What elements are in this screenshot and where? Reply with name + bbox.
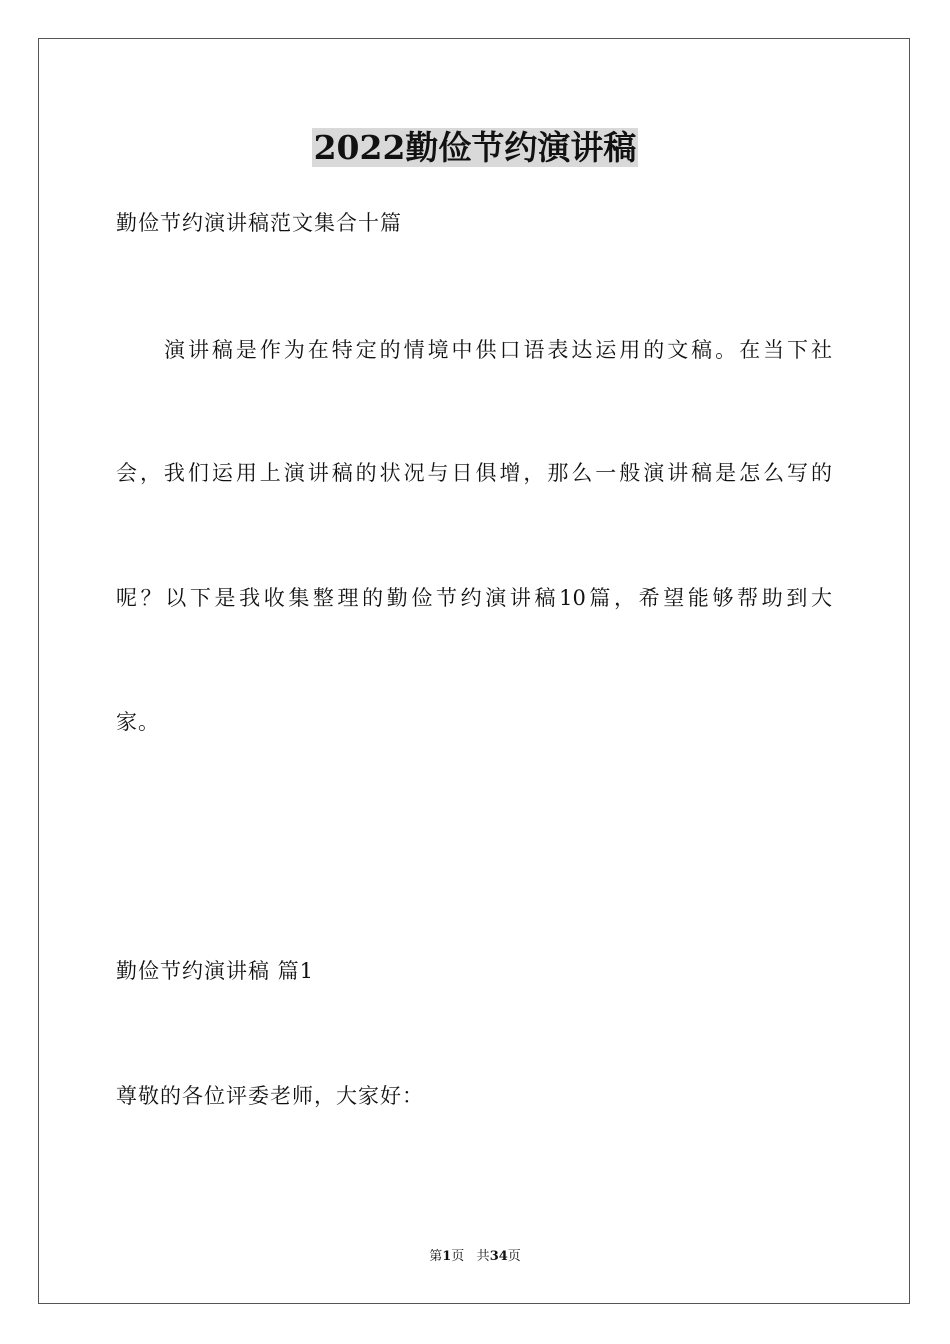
footer-total-unit: 页 [507,1249,521,1264]
page-footer [0,1248,950,1266]
intro-line-2: 会，我们运用上演讲稿的状况与日俱增，那么一般演讲稿是怎么写的 [116,461,832,485]
footer-total-pages: 34 [489,1249,508,1264]
footer-page-prefix: 第 [429,1249,443,1264]
document-title [0,126,950,170]
intro-line-1: 演讲稿是作为在特定的情境中供口语表达运用的文稿。在当下社 [164,338,832,362]
footer-total-prefix: 共 [476,1249,490,1264]
intro-line-4: 家。 [116,710,160,734]
greeting-line: 尊敬的各位评委老师，大家好： [116,1084,424,1108]
footer-current-page: 1 [442,1249,452,1264]
footer-page-unit: 页 [451,1249,465,1264]
document-title-text: 2022勤俭节约演讲稿 [313,128,637,167]
section-heading: 勤俭节约演讲稿 篇1 [116,959,315,983]
intro-line-3: 呢？以下是我收集整理的勤俭节约演讲稿10篇，希望能够帮助到大 [116,586,832,610]
document-subtitle: 勤俭节约演讲稿范文集合十篇 [116,211,402,235]
